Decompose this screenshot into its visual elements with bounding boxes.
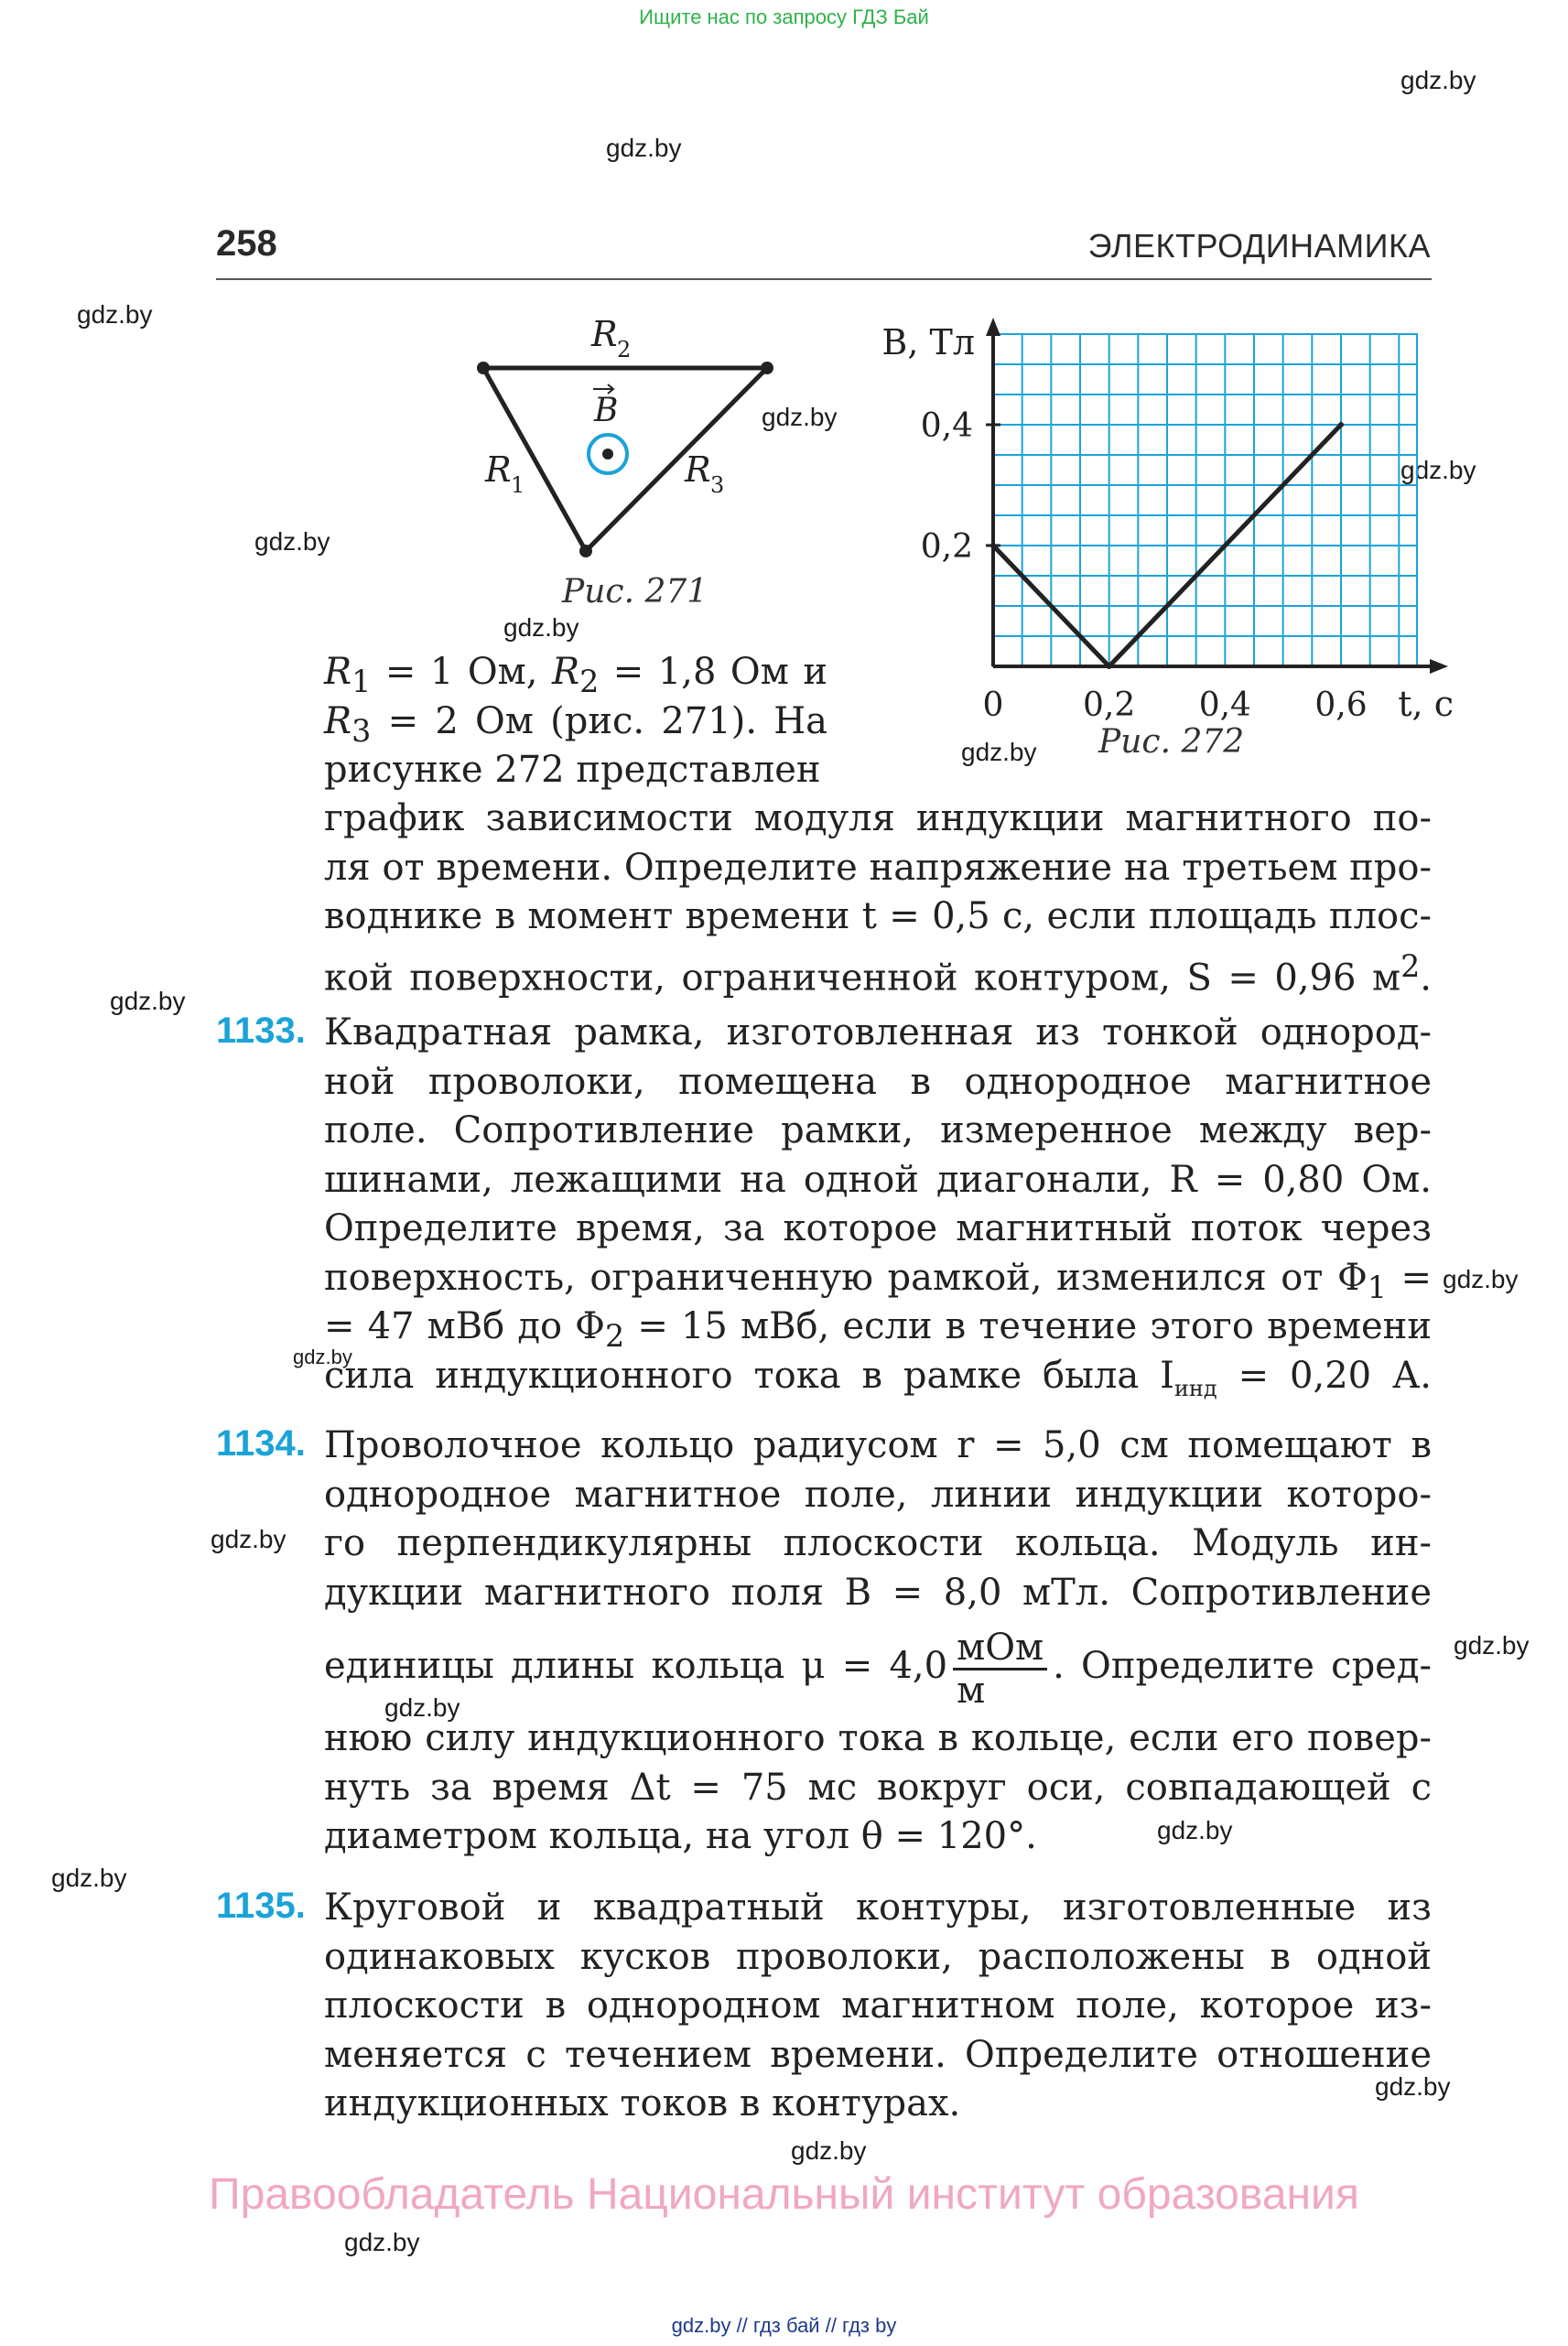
section-title: ЭЛЕКТРОДИНАМИКА	[1087, 227, 1431, 265]
text-line: Определите время, за которое магнитный поток через	[324, 1207, 1432, 1249]
watermark: gdz.by	[1400, 456, 1476, 484]
superscript: 2	[1400, 947, 1421, 984]
watermark: gdz.by	[293, 1346, 352, 1368]
data-point	[1107, 664, 1112, 669]
y-axis-label: B, Тл	[881, 322, 975, 362]
watermark: gdz.by	[1157, 1816, 1233, 1844]
text-line-formula	[324, 1617, 1432, 1714]
b-field-dot-icon	[602, 449, 613, 459]
text-line: воднике в момент времени t = 0,5 с, если площадь плос-	[324, 895, 1432, 937]
text-line: диаметром кольца, на угол θ = 120°.	[324, 1815, 1037, 1857]
text-line: дукции магнитного поля B = 8,0 мТл. Сопротивление	[324, 1571, 1432, 1614]
text-run: единицы длины кольца μ = 4,0	[324, 1645, 948, 1687]
label-r3: R	[685, 449, 711, 490]
text-line: шинами, лежащими на одной диагонали, R = 0,80 Ом.	[324, 1158, 1432, 1201]
text-run: = 1,8 Ом и	[599, 651, 827, 693]
text-line: го перпендикулярны плоскости кольца. Модуль ин-	[324, 1522, 1432, 1564]
figure-271-caption: Рис. 271	[562, 573, 708, 611]
watermark: gdz.by	[503, 613, 579, 642]
fraction-denominator: м	[957, 1669, 986, 1712]
text-line: поле. Сопротивление рамки, измеренное между вер-	[324, 1109, 1432, 1151]
x-tick-label: 0,6	[1314, 687, 1368, 724]
watermark: gdz.by	[344, 2228, 420, 2256]
page-number: 258	[216, 223, 277, 264]
problem-1132-text-top	[324, 648, 827, 795]
watermark: gdz.by	[254, 527, 330, 556]
text-line: индукционных токов в контурах.	[324, 2082, 961, 2124]
text-run: .	[1420, 956, 1432, 999]
text-line	[324, 648, 827, 697]
label-r2: R	[591, 314, 618, 354]
x-tick-label: 0,2	[1083, 687, 1136, 724]
subscript: 2	[604, 1318, 625, 1354]
problem-number-1134: 1134.	[216, 1423, 306, 1464]
text-line: Круговой и квадратный контуры, изготовленные из	[324, 1887, 1432, 1929]
watermark: gdz.by	[762, 403, 838, 431]
problem-1135-text	[324, 1884, 1432, 2129]
label-r1: R	[485, 449, 512, 490]
subscript: 1	[1367, 1269, 1387, 1305]
text-run: сила индукционного тока в рамке была I	[324, 1354, 1174, 1397]
chart-grid	[993, 334, 1417, 666]
watermark: gdz.by	[51, 1864, 127, 1892]
text-line	[324, 697, 827, 747]
var-r: R	[324, 651, 352, 693]
var-r: R	[324, 699, 352, 742]
text-run: = 1 Ом,	[371, 651, 552, 693]
figure-272-caption: Рис. 272	[1098, 723, 1245, 761]
subscript: 3	[351, 712, 372, 749]
watermark: gdz.by	[1443, 1265, 1519, 1293]
text-run: = 15 мВб, если в течение этого времени	[624, 1305, 1432, 1347]
header-rule	[216, 278, 1432, 280]
label-r3-sub: 3	[710, 472, 725, 498]
subscript: 1	[351, 664, 372, 699]
node-dot	[761, 362, 773, 374]
text-run: = 47 мВб до Φ	[324, 1305, 605, 1347]
problem-1133-text	[324, 1009, 1432, 1400]
label-b: B	[594, 392, 619, 429]
text-run: = 0,20 А.	[1217, 1354, 1432, 1397]
watermark: gdz.by	[211, 1525, 287, 1553]
watermark: gdz.by	[384, 1693, 460, 1722]
grid-border	[993, 334, 1417, 666]
text-line: меняется с течением времени. Определите отношение	[324, 2033, 1432, 2076]
text-line	[324, 1254, 1432, 1303]
text-run: =	[1386, 1256, 1433, 1299]
problem-number-1135: 1135.	[216, 1886, 306, 1926]
problem-1132-text-bottom	[324, 795, 1432, 999]
text-line: Проволочное кольцо радиусом r = 5,0 см помещают в	[324, 1424, 1432, 1466]
text-line: ной проволоки, помещена в однородное магнитное	[324, 1060, 1432, 1103]
watermark: gdz.by	[961, 738, 1037, 766]
top-banner: Ищите нас по запросу ГДЗ Бай	[639, 5, 929, 28]
var-r: R	[551, 651, 580, 693]
watermark: gdz.by	[77, 300, 153, 329]
node-dot	[477, 362, 490, 374]
text-line: график зависимости модуля индукции магнитного по-	[324, 797, 1432, 839]
text-line: одинаковых кусков проволоки, расположены в одной	[324, 1935, 1432, 1978]
text-run: = 2 Ом (рис. 271). На	[371, 699, 827, 742]
subscript: инд	[1173, 1375, 1217, 1401]
x-axis-arrow-icon	[1430, 659, 1448, 674]
label-r1-sub: 1	[511, 472, 525, 498]
watermark: gdz.by	[110, 987, 186, 1015]
y-axis-arrow-icon	[986, 318, 1000, 336]
problem-1134-text	[324, 1422, 1432, 1862]
text-run: . Определите сред-	[1053, 1645, 1433, 1687]
watermark: gdz.by	[1400, 66, 1476, 94]
fraction	[953, 1627, 1047, 1711]
y-tick-label: 0,2	[920, 528, 973, 566]
chart-axes	[986, 318, 1448, 674]
watermark: gdz.by	[1375, 2072, 1451, 2101]
text-line	[324, 942, 1432, 999]
subscript: 2	[579, 664, 600, 699]
watermark: gdz.by	[1454, 1631, 1530, 1659]
x-tick-label: 0,4	[1198, 687, 1251, 724]
text-line: нюю силу индукционного тока в кольце, если его повер-	[324, 1717, 1432, 1759]
text-line: однородное магнитное поле, линии индукции которо-	[324, 1473, 1432, 1516]
text-line: нуть за время Δt = 75 мс вокруг оси, совпадающей с	[324, 1766, 1432, 1809]
text-line: плоскости в однородном магнитном поле, которое из-	[324, 1984, 1432, 2027]
text-line	[324, 1303, 1432, 1352]
text-line: ля от времени. Определите напряжение на третьем про-	[324, 846, 1432, 889]
y-tick-label: 0,4	[920, 407, 973, 445]
footer-links[interactable]: gdz.by // гдз бай // гдз by	[671, 2314, 897, 2337]
data-point	[1338, 422, 1344, 427]
x-tick-label: 0	[982, 687, 1004, 724]
label-r2-sub: 2	[617, 337, 632, 362]
node-dot	[579, 545, 592, 557]
text-line: рисунке 272 представлен	[324, 749, 821, 791]
text-run: поверхность, ограниченную рамкой, изменился от Φ	[324, 1256, 1368, 1299]
fraction-numerator: мОм	[953, 1627, 1047, 1670]
x-axis-label: t, с	[1398, 684, 1454, 724]
problem-number-1133: 1133.	[216, 1011, 306, 1051]
text-line	[324, 1352, 1432, 1401]
copyright-notice: Правообладатель Национальный институт образования	[209, 2170, 1359, 2219]
figure-271	[458, 302, 806, 577]
figure-272-chart	[870, 320, 1454, 732]
text-line: Квадратная рамка, изготовленная из тонкой однород-	[324, 1011, 1432, 1054]
watermark: gdz.by	[606, 134, 682, 162]
watermark: gdz.by	[791, 2136, 867, 2165]
text-run: кой поверхности, ограниченной контуром, S = 0,96 м	[324, 956, 1401, 999]
